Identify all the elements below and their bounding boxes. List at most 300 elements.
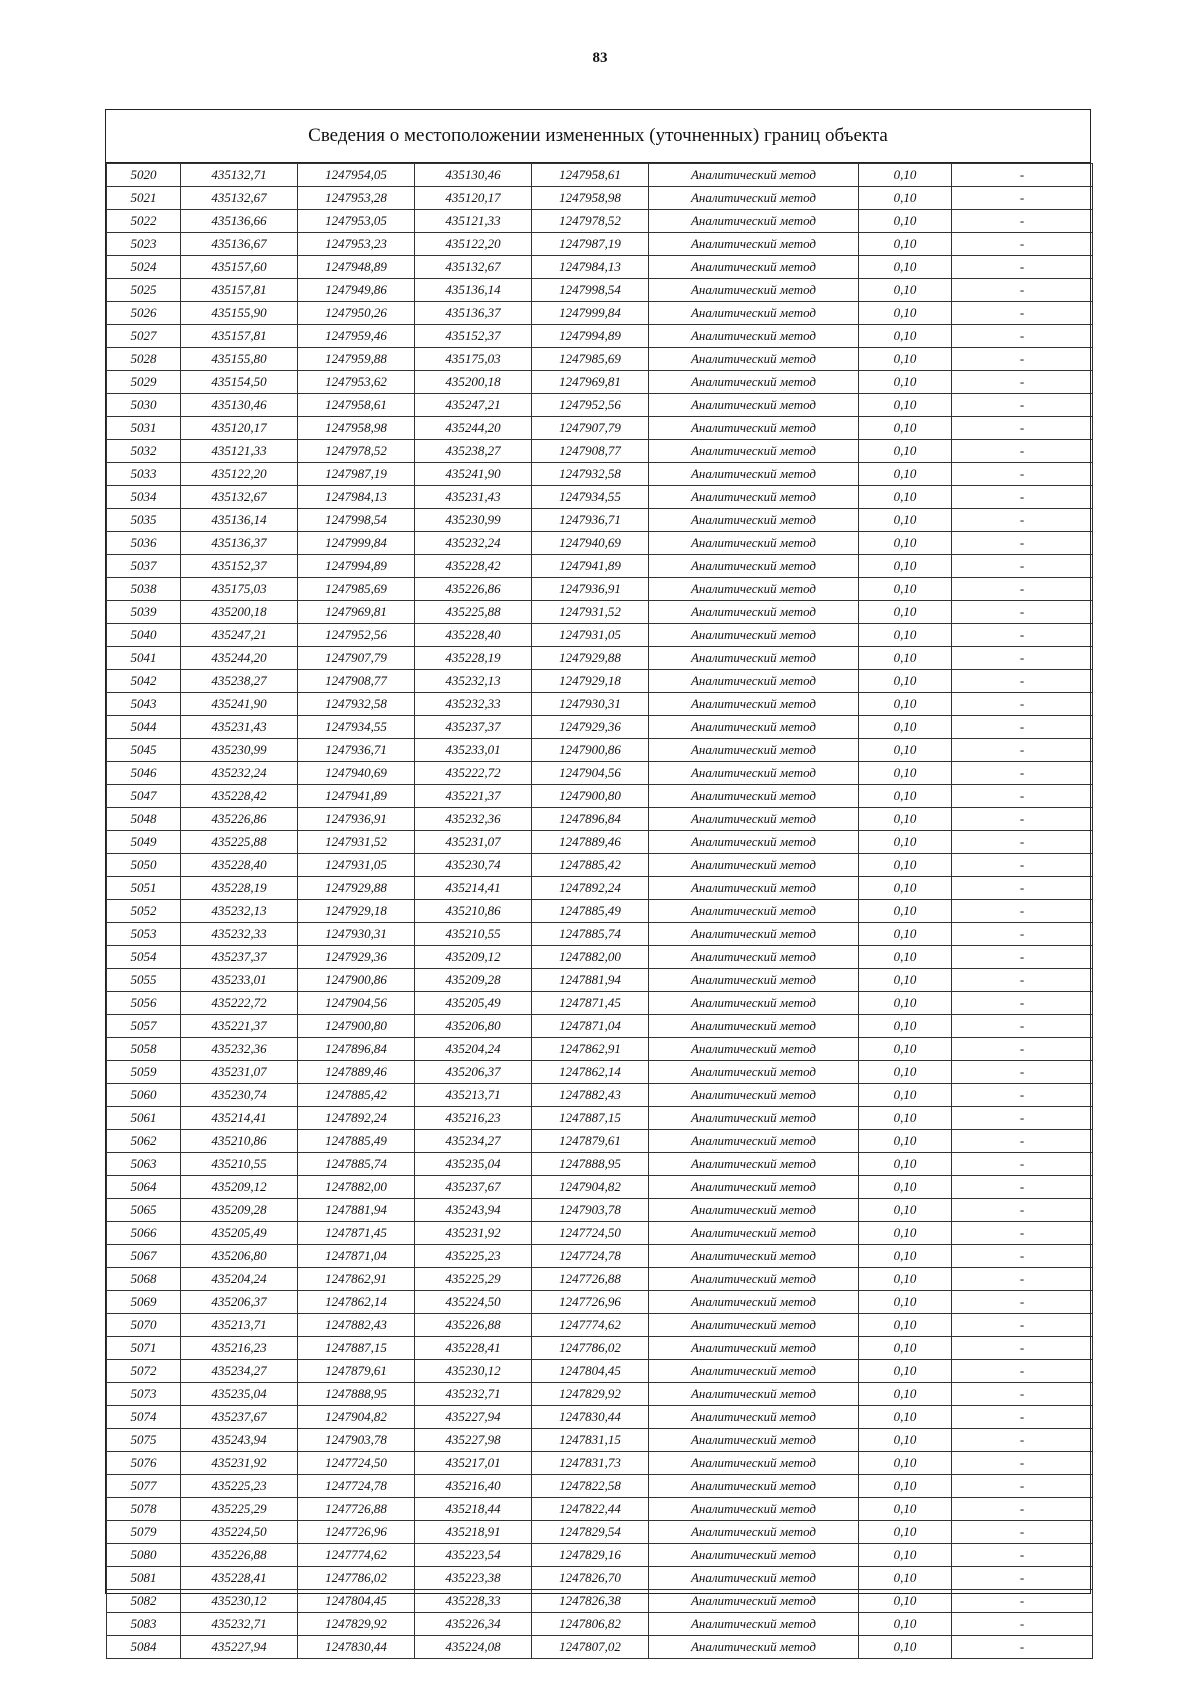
y-new-cell: 1247879,61 (532, 1130, 649, 1153)
accuracy-cell: 0,10 (859, 440, 952, 463)
y-new-cell: 1247871,45 (532, 992, 649, 1015)
table-row (107, 532, 1093, 555)
point-number-cell: 5031 (107, 417, 181, 440)
x-new-cell: 435241,90 (415, 463, 532, 486)
method-cell: Аналитический метод (649, 1314, 859, 1337)
point-number-cell: 5032 (107, 440, 181, 463)
table-row (107, 302, 1093, 325)
table-row (107, 1314, 1093, 1337)
x-old-cell: 435155,80 (181, 348, 298, 371)
y-old-cell: 1247904,82 (298, 1406, 415, 1429)
x-old-cell: 435157,81 (181, 279, 298, 302)
x-new-cell: 435206,37 (415, 1061, 532, 1084)
accuracy-cell: 0,10 (859, 808, 952, 831)
x-old-cell: 435225,88 (181, 831, 298, 854)
x-new-cell: 435225,23 (415, 1245, 532, 1268)
table-row (107, 1521, 1093, 1544)
method-cell: Аналитический метод (649, 923, 859, 946)
accuracy-cell: 0,10 (859, 1613, 952, 1636)
x-old-cell: 435206,37 (181, 1291, 298, 1314)
table-row (107, 1015, 1093, 1038)
y-old-cell: 1247885,74 (298, 1153, 415, 1176)
method-cell: Аналитический метод (649, 1222, 859, 1245)
method-cell: Аналитический метод (649, 1107, 859, 1130)
method-cell: Аналитический метод (649, 1567, 859, 1590)
note-cell: - (952, 532, 1093, 555)
note-cell: - (952, 877, 1093, 900)
note-cell: - (952, 923, 1093, 946)
y-old-cell: 1247862,91 (298, 1268, 415, 1291)
x-old-cell: 435231,92 (181, 1452, 298, 1475)
y-old-cell: 1247958,98 (298, 417, 415, 440)
note-cell: - (952, 946, 1093, 969)
x-new-cell: 435232,33 (415, 693, 532, 716)
note-cell: - (952, 1383, 1093, 1406)
x-old-cell: 435237,67 (181, 1406, 298, 1429)
accuracy-cell: 0,10 (859, 785, 952, 808)
x-new-cell: 435228,42 (415, 555, 532, 578)
x-new-cell: 435232,36 (415, 808, 532, 831)
accuracy-cell: 0,10 (859, 923, 952, 946)
x-old-cell: 435228,41 (181, 1567, 298, 1590)
x-old-cell: 435121,33 (181, 440, 298, 463)
x-old-cell: 435227,94 (181, 1636, 298, 1659)
note-cell: - (952, 1498, 1093, 1521)
accuracy-cell: 0,10 (859, 1498, 952, 1521)
x-new-cell: 435216,23 (415, 1107, 532, 1130)
note-cell: - (952, 992, 1093, 1015)
table-row (107, 1245, 1093, 1268)
y-new-cell: 1247904,56 (532, 762, 649, 785)
x-old-cell: 435237,37 (181, 946, 298, 969)
table-row (107, 1199, 1093, 1222)
point-number-cell: 5059 (107, 1061, 181, 1084)
y-new-cell: 1247726,96 (532, 1291, 649, 1314)
note-cell: - (952, 417, 1093, 440)
table-row (107, 877, 1093, 900)
note-cell: - (952, 1544, 1093, 1567)
x-old-cell: 435243,94 (181, 1429, 298, 1452)
x-old-cell: 435232,13 (181, 900, 298, 923)
y-new-cell: 1247896,84 (532, 808, 649, 831)
x-old-cell: 435213,71 (181, 1314, 298, 1337)
note-cell: - (952, 693, 1093, 716)
method-cell: Аналитический метод (649, 509, 859, 532)
method-cell: Аналитический метод (649, 1544, 859, 1567)
point-number-cell: 5045 (107, 739, 181, 762)
method-cell: Аналитический метод (649, 486, 859, 509)
x-old-cell: 435132,67 (181, 486, 298, 509)
y-new-cell: 1247958,61 (532, 164, 649, 187)
note-cell: - (952, 1314, 1093, 1337)
y-old-cell: 1247958,61 (298, 394, 415, 417)
table-row (107, 969, 1093, 992)
y-old-cell: 1247885,42 (298, 1084, 415, 1107)
accuracy-cell: 0,10 (859, 1314, 952, 1337)
method-cell: Аналитический метод (649, 1061, 859, 1084)
accuracy-cell: 0,10 (859, 1130, 952, 1153)
point-number-cell: 5046 (107, 762, 181, 785)
y-new-cell: 1247941,89 (532, 555, 649, 578)
x-new-cell: 435205,49 (415, 992, 532, 1015)
note-cell: - (952, 1153, 1093, 1176)
note-cell: - (952, 785, 1093, 808)
note-cell: - (952, 1268, 1093, 1291)
method-cell: Аналитический метод (649, 1337, 859, 1360)
note-cell: - (952, 555, 1093, 578)
x-new-cell: 435120,17 (415, 187, 532, 210)
table-row (107, 1567, 1093, 1590)
x-new-cell: 435217,01 (415, 1452, 532, 1475)
table-row (107, 1429, 1093, 1452)
method-cell: Аналитический метод (649, 578, 859, 601)
table-row (107, 1498, 1093, 1521)
accuracy-cell: 0,10 (859, 900, 952, 923)
x-old-cell: 435157,60 (181, 256, 298, 279)
y-old-cell: 1247949,86 (298, 279, 415, 302)
y-old-cell: 1247900,86 (298, 969, 415, 992)
accuracy-cell: 0,10 (859, 1176, 952, 1199)
y-new-cell: 1247831,73 (532, 1452, 649, 1475)
note-cell: - (952, 256, 1093, 279)
note-cell: - (952, 670, 1093, 693)
table-row (107, 624, 1093, 647)
accuracy-cell: 0,10 (859, 1567, 952, 1590)
y-new-cell: 1247900,86 (532, 739, 649, 762)
accuracy-cell: 0,10 (859, 371, 952, 394)
y-old-cell: 1247930,31 (298, 923, 415, 946)
method-cell: Аналитический метод (649, 992, 859, 1015)
x-new-cell: 435216,40 (415, 1475, 532, 1498)
note-cell: - (952, 463, 1093, 486)
note-cell: - (952, 1590, 1093, 1613)
point-number-cell: 5062 (107, 1130, 181, 1153)
point-number-cell: 5039 (107, 601, 181, 624)
note-cell: - (952, 716, 1093, 739)
y-old-cell: 1247908,77 (298, 670, 415, 693)
x-new-cell: 435226,86 (415, 578, 532, 601)
table-row (107, 992, 1093, 1015)
accuracy-cell: 0,10 (859, 831, 952, 854)
x-old-cell: 435136,67 (181, 233, 298, 256)
note-cell: - (952, 325, 1093, 348)
x-old-cell: 435232,24 (181, 762, 298, 785)
y-new-cell: 1247908,77 (532, 440, 649, 463)
y-new-cell: 1247934,55 (532, 486, 649, 509)
y-old-cell: 1247879,61 (298, 1360, 415, 1383)
point-number-cell: 5066 (107, 1222, 181, 1245)
point-number-cell: 5050 (107, 854, 181, 877)
method-cell: Аналитический метод (649, 1015, 859, 1038)
method-cell: Аналитический метод (649, 325, 859, 348)
y-old-cell: 1247953,05 (298, 210, 415, 233)
table-row (107, 486, 1093, 509)
accuracy-cell: 0,10 (859, 647, 952, 670)
note-cell: - (952, 1452, 1093, 1475)
accuracy-cell: 0,10 (859, 969, 952, 992)
table-row (107, 348, 1093, 371)
table-row (107, 1452, 1093, 1475)
method-cell: Аналитический метод (649, 1176, 859, 1199)
table-row (107, 417, 1093, 440)
note-cell: - (952, 1567, 1093, 1590)
accuracy-cell: 0,10 (859, 854, 952, 877)
method-cell: Аналитический метод (649, 969, 859, 992)
point-number-cell: 5084 (107, 1636, 181, 1659)
y-old-cell: 1247998,54 (298, 509, 415, 532)
x-old-cell: 435130,46 (181, 394, 298, 417)
y-new-cell: 1247940,69 (532, 532, 649, 555)
accuracy-cell: 0,10 (859, 578, 952, 601)
point-number-cell: 5026 (107, 302, 181, 325)
x-old-cell: 435232,71 (181, 1613, 298, 1636)
x-old-cell: 435136,66 (181, 210, 298, 233)
accuracy-cell: 0,10 (859, 1337, 952, 1360)
y-old-cell: 1247774,62 (298, 1544, 415, 1567)
y-new-cell: 1247987,19 (532, 233, 649, 256)
y-old-cell: 1247959,88 (298, 348, 415, 371)
method-cell: Аналитический метод (649, 877, 859, 900)
table-row (107, 647, 1093, 670)
note-cell: - (952, 509, 1093, 532)
y-old-cell: 1247969,81 (298, 601, 415, 624)
note-cell: - (952, 1636, 1093, 1659)
table-row (107, 1406, 1093, 1429)
y-old-cell: 1247959,46 (298, 325, 415, 348)
method-cell: Аналитический метод (649, 555, 859, 578)
method-cell: Аналитический метод (649, 187, 859, 210)
method-cell: Аналитический метод (649, 210, 859, 233)
x-new-cell: 435130,46 (415, 164, 532, 187)
x-new-cell: 435132,67 (415, 256, 532, 279)
x-old-cell: 435228,40 (181, 854, 298, 877)
note-cell: - (952, 1337, 1093, 1360)
y-new-cell: 1247882,00 (532, 946, 649, 969)
y-new-cell: 1247930,31 (532, 693, 649, 716)
accuracy-cell: 0,10 (859, 946, 952, 969)
y-new-cell: 1247903,78 (532, 1199, 649, 1222)
accuracy-cell: 0,10 (859, 279, 952, 302)
x-new-cell: 435228,19 (415, 647, 532, 670)
x-new-cell: 435121,33 (415, 210, 532, 233)
accuracy-cell: 0,10 (859, 1291, 952, 1314)
note-cell: - (952, 1245, 1093, 1268)
method-cell: Аналитический метод (649, 670, 859, 693)
x-old-cell: 435205,49 (181, 1222, 298, 1245)
point-number-cell: 5041 (107, 647, 181, 670)
y-new-cell: 1247774,62 (532, 1314, 649, 1337)
note-cell: - (952, 1061, 1093, 1084)
table-row (107, 233, 1093, 256)
y-old-cell: 1247882,00 (298, 1176, 415, 1199)
y-new-cell: 1247822,58 (532, 1475, 649, 1498)
x-new-cell: 435225,88 (415, 601, 532, 624)
y-new-cell: 1247829,54 (532, 1521, 649, 1544)
note-cell: - (952, 1360, 1093, 1383)
y-new-cell: 1247994,89 (532, 325, 649, 348)
y-new-cell: 1247904,82 (532, 1176, 649, 1199)
x-old-cell: 435154,50 (181, 371, 298, 394)
table-row (107, 716, 1093, 739)
y-new-cell: 1247826,38 (532, 1590, 649, 1613)
method-cell: Аналитический метод (649, 1360, 859, 1383)
table-row (107, 555, 1093, 578)
x-new-cell: 435226,88 (415, 1314, 532, 1337)
accuracy-cell: 0,10 (859, 877, 952, 900)
method-cell: Аналитический метод (649, 785, 859, 808)
note-cell: - (952, 624, 1093, 647)
y-old-cell: 1247953,28 (298, 187, 415, 210)
table-row (107, 1475, 1093, 1498)
y-old-cell: 1247885,49 (298, 1130, 415, 1153)
x-new-cell: 435214,41 (415, 877, 532, 900)
y-old-cell: 1247900,80 (298, 1015, 415, 1038)
y-new-cell: 1247969,81 (532, 371, 649, 394)
note-cell: - (952, 302, 1093, 325)
y-old-cell: 1247940,69 (298, 762, 415, 785)
point-number-cell: 5082 (107, 1590, 181, 1613)
point-number-cell: 5023 (107, 233, 181, 256)
y-new-cell: 1247931,52 (532, 601, 649, 624)
accuracy-cell: 0,10 (859, 532, 952, 555)
coordinates-table-frame (105, 109, 1091, 1654)
x-old-cell: 435221,37 (181, 1015, 298, 1038)
x-old-cell: 435234,27 (181, 1360, 298, 1383)
point-number-cell: 5055 (107, 969, 181, 992)
x-old-cell: 435231,43 (181, 716, 298, 739)
y-old-cell: 1247907,79 (298, 647, 415, 670)
point-number-cell: 5020 (107, 164, 181, 187)
point-number-cell: 5074 (107, 1406, 181, 1429)
point-number-cell: 5025 (107, 279, 181, 302)
table-row (107, 509, 1093, 532)
note-cell: - (952, 1038, 1093, 1061)
accuracy-cell: 0,10 (859, 233, 952, 256)
y-new-cell: 1247885,49 (532, 900, 649, 923)
table-row (107, 394, 1093, 417)
x-old-cell: 435122,20 (181, 463, 298, 486)
x-new-cell: 435237,67 (415, 1176, 532, 1199)
method-cell: Аналитический метод (649, 256, 859, 279)
table-row (107, 210, 1093, 233)
x-old-cell: 435225,29 (181, 1498, 298, 1521)
x-new-cell: 435210,55 (415, 923, 532, 946)
x-new-cell: 435234,27 (415, 1130, 532, 1153)
y-new-cell: 1247998,54 (532, 279, 649, 302)
method-cell: Аналитический метод (649, 1406, 859, 1429)
point-number-cell: 5042 (107, 670, 181, 693)
method-cell: Аналитический метод (649, 624, 859, 647)
note-cell: - (952, 1176, 1093, 1199)
x-old-cell: 435132,71 (181, 164, 298, 187)
note-cell: - (952, 394, 1093, 417)
y-old-cell: 1247936,71 (298, 739, 415, 762)
y-old-cell: 1247985,69 (298, 578, 415, 601)
x-old-cell: 435222,72 (181, 992, 298, 1015)
x-new-cell: 435122,20 (415, 233, 532, 256)
y-old-cell: 1247892,24 (298, 1107, 415, 1130)
x-new-cell: 435223,38 (415, 1567, 532, 1590)
point-number-cell: 5072 (107, 1360, 181, 1383)
y-new-cell: 1247900,80 (532, 785, 649, 808)
x-old-cell: 435232,33 (181, 923, 298, 946)
y-new-cell: 1247862,91 (532, 1038, 649, 1061)
x-old-cell: 435206,80 (181, 1245, 298, 1268)
accuracy-cell: 0,10 (859, 670, 952, 693)
x-old-cell: 435209,28 (181, 1199, 298, 1222)
y-old-cell: 1247871,45 (298, 1222, 415, 1245)
accuracy-cell: 0,10 (859, 509, 952, 532)
point-number-cell: 5022 (107, 210, 181, 233)
accuracy-cell: 0,10 (859, 463, 952, 486)
note-cell: - (952, 1015, 1093, 1038)
y-new-cell: 1247984,13 (532, 256, 649, 279)
y-new-cell: 1247885,42 (532, 854, 649, 877)
table-row (107, 1107, 1093, 1130)
accuracy-cell: 0,10 (859, 1544, 952, 1567)
x-new-cell: 435244,20 (415, 417, 532, 440)
table-row (107, 693, 1093, 716)
x-old-cell: 435152,37 (181, 555, 298, 578)
note-cell: - (952, 1475, 1093, 1498)
table-row (107, 1360, 1093, 1383)
x-old-cell: 435136,14 (181, 509, 298, 532)
x-old-cell: 435204,24 (181, 1268, 298, 1291)
point-number-cell: 5036 (107, 532, 181, 555)
accuracy-cell: 0,10 (859, 187, 952, 210)
method-cell: Аналитический метод (649, 532, 859, 555)
x-old-cell: 435230,74 (181, 1084, 298, 1107)
method-cell: Аналитический метод (649, 1245, 859, 1268)
method-cell: Аналитический метод (649, 279, 859, 302)
y-new-cell: 1247804,45 (532, 1360, 649, 1383)
method-cell: Аналитический метод (649, 1521, 859, 1544)
table-row (107, 900, 1093, 923)
y-new-cell: 1247822,44 (532, 1498, 649, 1521)
y-old-cell: 1247830,44 (298, 1636, 415, 1659)
accuracy-cell: 0,10 (859, 1429, 952, 1452)
x-new-cell: 435228,40 (415, 624, 532, 647)
x-old-cell: 435241,90 (181, 693, 298, 716)
table-row (107, 279, 1093, 302)
accuracy-cell: 0,10 (859, 1245, 952, 1268)
x-old-cell: 435238,27 (181, 670, 298, 693)
x-new-cell: 435224,08 (415, 1636, 532, 1659)
note-cell: - (952, 854, 1093, 877)
x-old-cell: 435210,86 (181, 1130, 298, 1153)
table-row (107, 371, 1093, 394)
accuracy-cell: 0,10 (859, 1406, 952, 1429)
note-cell: - (952, 1429, 1093, 1452)
table-row (107, 578, 1093, 601)
note-cell: - (952, 1613, 1093, 1636)
point-number-cell: 5057 (107, 1015, 181, 1038)
y-new-cell: 1247830,44 (532, 1406, 649, 1429)
point-number-cell: 5067 (107, 1245, 181, 1268)
method-cell: Аналитический метод (649, 1636, 859, 1659)
note-cell: - (952, 348, 1093, 371)
accuracy-cell: 0,10 (859, 164, 952, 187)
method-cell: Аналитический метод (649, 693, 859, 716)
point-number-cell: 5052 (107, 900, 181, 923)
x-old-cell: 435132,67 (181, 187, 298, 210)
y-old-cell: 1247950,26 (298, 302, 415, 325)
note-cell: - (952, 900, 1093, 923)
accuracy-cell: 0,10 (859, 1590, 952, 1613)
method-cell: Аналитический метод (649, 1613, 859, 1636)
y-old-cell: 1247724,78 (298, 1475, 415, 1498)
point-number-cell: 5058 (107, 1038, 181, 1061)
